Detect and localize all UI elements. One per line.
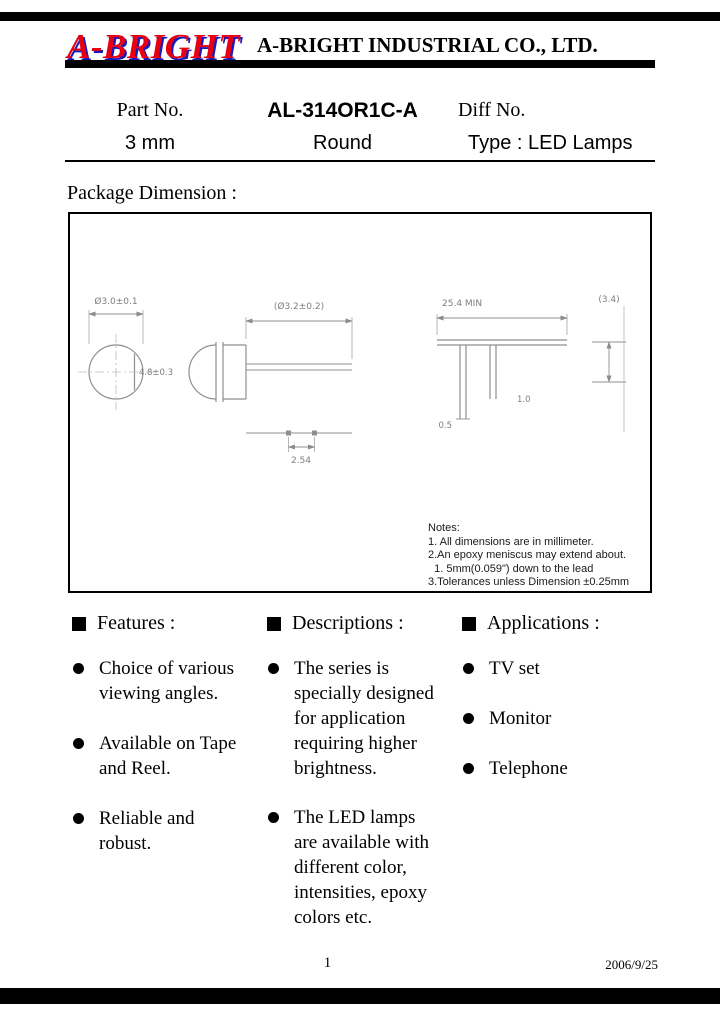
circle-bullet-icon (463, 763, 474, 774)
square-bullet-icon (462, 617, 476, 631)
features-section (72, 612, 262, 881)
circle-bullet-icon (268, 812, 279, 823)
front-view (78, 310, 154, 410)
application-text: Telephone (489, 758, 568, 779)
circle-bullet-icon (463, 713, 474, 724)
page-number: 1 (323, 955, 332, 971)
package-dimension-drawing (68, 212, 652, 593)
application-text: TV set (489, 658, 540, 679)
circle-bullet-icon (73, 738, 84, 749)
feature-text: Reliable and robust. (99, 808, 195, 854)
application-item (462, 706, 657, 731)
note-line: Notes: (428, 522, 460, 534)
descriptions-title: Descriptions : (292, 612, 404, 634)
size-value: 3 mm (125, 132, 175, 154)
footer-date: 2006/9/25 (605, 957, 658, 972)
part-no-value: AL-314OR1C-A (267, 98, 418, 122)
diff-no-label: Diff No. (458, 99, 526, 121)
descriptions-header (267, 612, 457, 635)
applications-title: Applications : (487, 612, 600, 634)
features-header (72, 612, 262, 635)
dim-label-flange: (3.4) (598, 295, 620, 305)
feature-item (72, 656, 262, 706)
type-value: Type : LED Lamps (468, 132, 633, 154)
company-name: A-BRIGHT INDUSTRIAL CO., LTD. (257, 33, 598, 57)
part-info-table (65, 94, 655, 162)
note-line: 3.Tolerances unless Dimension ±0.25mm (428, 576, 630, 588)
applications-header (462, 612, 657, 635)
description-item (267, 656, 457, 781)
description-text: The series is specially designed for application requiring higher brightness. (294, 658, 434, 779)
top-border-bar (0, 12, 720, 21)
features-title: Features : (97, 612, 176, 634)
circle-bullet-icon (268, 663, 279, 674)
lead-view (437, 314, 567, 419)
application-item (462, 756, 657, 781)
feature-text: Available on Tape and Reel. (99, 733, 237, 779)
dim-label-lead-length: 25.4 MIN (442, 299, 483, 309)
descriptions-section (267, 612, 457, 954)
side-view (189, 317, 352, 452)
dim-label-standoff: 1.0 (517, 395, 531, 405)
circle-bullet-icon (463, 663, 474, 674)
bottom-border-bar (0, 988, 720, 1004)
section-title-package-dimension: Package Dimension : (67, 182, 237, 204)
dim-label-body-length: 4.8±0.3 (138, 368, 173, 378)
feature-item (72, 731, 262, 781)
note-line: 1. All dimensions are in millimeter. (428, 535, 594, 548)
shape-value: Round (313, 132, 372, 154)
header (65, 28, 655, 68)
height-dimension (592, 306, 626, 432)
application-item (462, 656, 657, 681)
dim-label-lead-pitch: 2.54 (290, 456, 312, 466)
dim-label-lead-width: 0.5 (438, 421, 452, 431)
description-item (267, 805, 457, 930)
description-text: The LED lamps are available with different color, intensities, epoxy colors etc. (294, 807, 430, 928)
dim-label-lens-diameter: Ø3.0±0.1 (94, 297, 138, 307)
feature-text: Choice of various viewing angles. (99, 658, 235, 704)
dim-label-body-diameter: (Ø3.2±0.2) (273, 302, 325, 312)
note-line: 1. 5mm(0.059") down to the lead (428, 562, 594, 575)
note-line: 2.An epoxy meniscus may extend about. (428, 549, 627, 561)
brand-logo: A-BRIGHT (67, 27, 241, 66)
square-bullet-icon (267, 617, 281, 631)
applications-section (462, 612, 657, 806)
part-no-label: Part No. (116, 99, 184, 121)
circle-bullet-icon (73, 663, 84, 674)
drawing-notes (428, 522, 643, 590)
application-text: Monitor (489, 708, 552, 729)
square-bullet-icon (72, 617, 86, 631)
feature-item (72, 806, 262, 856)
circle-bullet-icon (73, 813, 84, 824)
